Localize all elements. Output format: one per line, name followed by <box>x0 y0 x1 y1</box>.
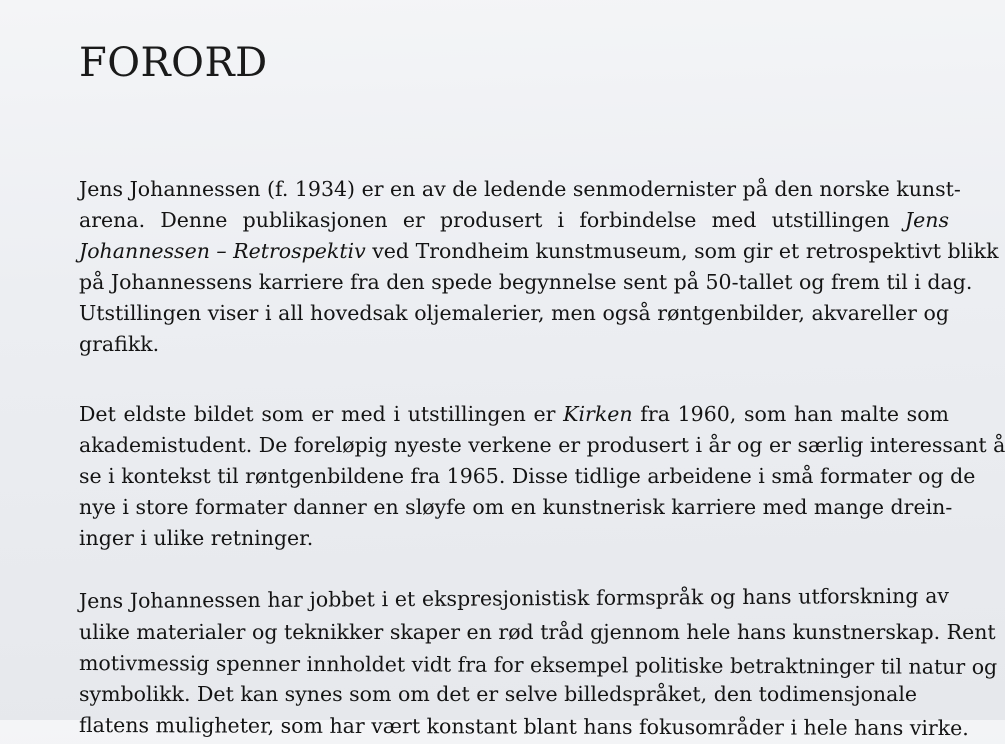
text-run: arena. Denne publikasjonen er produsert i forbindelse med utstillingen <box>79 208 905 232</box>
italic-title-text: Johannessen – Retrospektiv <box>79 239 366 263</box>
paragraph-1 <box>79 174 999 360</box>
page-heading: FORORD <box>79 40 268 86</box>
text-run: symbolikk. Det kan synes som om det er selve billedspråket, den todimensjonale <box>79 682 918 706</box>
text-run: ved Trondheim kunstmuseum, som gir et retrospektivt blikk <box>365 239 999 263</box>
text-line <box>79 461 976 492</box>
text-line <box>79 430 1005 461</box>
text-run: Utstillingen viser i all hovedsak oljemalerier, men også røntgenbilder, akvareller og <box>79 301 949 325</box>
text-run: fra 1960, som han malte som <box>632 402 949 426</box>
text-run: nye i store formater danner en sløyfe om en kunstnerisk karriere med mange drein- <box>79 495 953 519</box>
text-run: motivmessig spenner innholdet vidt fra for eksempel politiske betraktninger til natur og <box>78 651 998 680</box>
text-run: ulike materialer og teknikker skaper en rød tråd gjennom hele hans kunstnerskap. Rent <box>79 620 996 644</box>
paragraph-3 <box>78 583 998 741</box>
text-line <box>79 523 949 554</box>
text-run: inger i ulike retninger. <box>79 526 314 550</box>
text-line <box>79 298 949 329</box>
text-run: Det eldste bildet som er med i utstillingen er <box>79 402 564 426</box>
text-line <box>79 581 949 617</box>
text-run: akademistudent. De foreløpig nyeste verkene er produsert i år og er særlig interessant å <box>79 433 1005 457</box>
text-line <box>79 174 961 205</box>
text-run: grafikk. <box>79 332 160 356</box>
text-line <box>78 710 969 744</box>
text-line <box>79 399 949 430</box>
text-line <box>79 617 996 648</box>
text-run: se i kontekst til røntgenbildene fra 1965. Disse tidlige arbeidene i små formater og de <box>79 464 976 488</box>
text-run: Jens Johannessen (f. 1934) er en av de ledende senmodernister på den norske kunst- <box>79 177 961 201</box>
italic-title-text: Jens <box>904 208 949 232</box>
text-line <box>79 679 949 710</box>
text-line <box>78 648 998 683</box>
paragraph-2 <box>79 399 1005 554</box>
text-line <box>79 236 999 267</box>
text-run: flatens muligheter, som har vært konstant blant hans fokusområder i hele hans virke. <box>78 713 969 741</box>
text-line <box>79 205 949 236</box>
text-line <box>79 267 973 298</box>
text-run: på Johannessens karriere fra den spede begynnelse sent på 50-tallet og frem til i dag. <box>79 270 973 294</box>
text-run: Jens Johannessen har jobbet i et ekspresjonistisk formspråk og hans utforskning av <box>78 583 950 613</box>
italic-title-text: Kirken <box>563 402 633 426</box>
text-line <box>79 492 953 523</box>
text-line <box>79 329 949 360</box>
